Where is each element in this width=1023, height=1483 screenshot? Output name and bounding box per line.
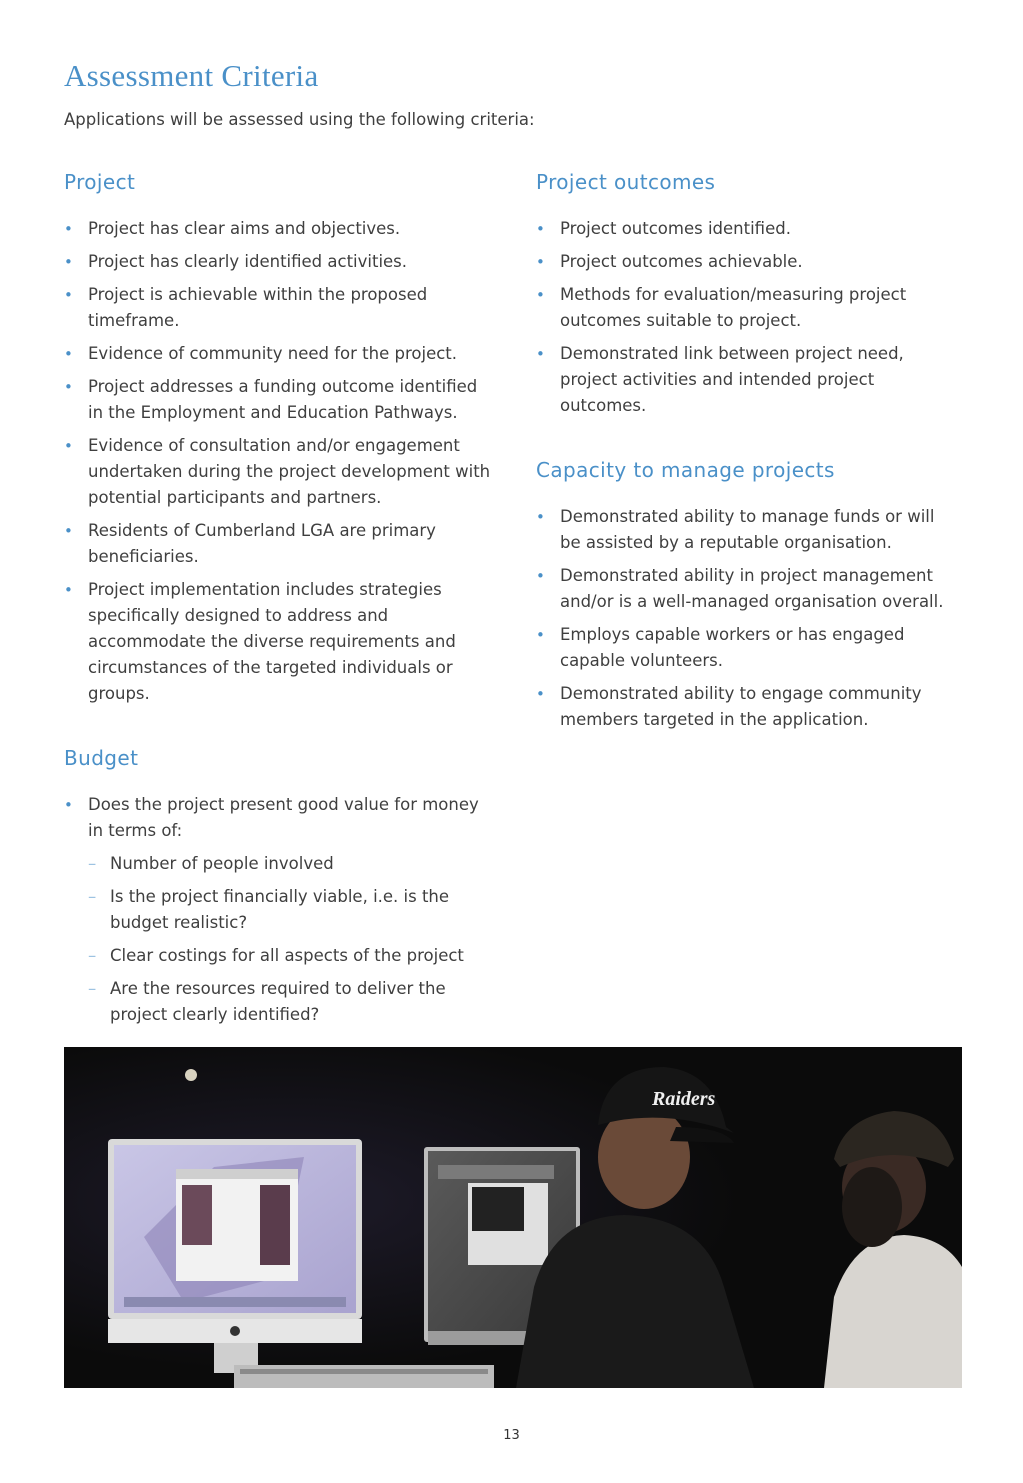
- page-number: 13: [503, 1428, 520, 1443]
- photo-students-at-computers: [64, 1047, 962, 1388]
- outcomes-criteria-list: [536, 216, 956, 419]
- list-item: • Residents of Cumberland LGA are primary beneficiaries.: [64, 518, 494, 570]
- list-item: [64, 792, 494, 1028]
- list-item: • Demonstrated link between project need, project activities and intended project outcomes.: [536, 341, 956, 419]
- project-heading: Project: [64, 170, 136, 194]
- list-item: • Project outcomes achievable.: [536, 249, 956, 275]
- capacity-heading: Capacity to manage projects: [536, 458, 835, 482]
- list-item: • Demonstrated ability to engage community members targeted in the application.: [536, 681, 956, 733]
- outcomes-section: [536, 170, 956, 419]
- sub-list-item: – Is the project financially viable, i.e. is the budget realistic?: [88, 884, 494, 936]
- list-item: • Methods for evaluation/measuring project outcomes suitable to project.: [536, 282, 956, 334]
- outcomes-heading: Project outcomes: [536, 170, 716, 194]
- project-section: [64, 170, 494, 707]
- cap-text: Raiders: [652, 1088, 716, 1110]
- budget-heading: Budget: [64, 746, 139, 770]
- list-item: • Project implementation includes strategies specifically designed to address and accommodate the diverse requirements and circumstances of the targeted individuals or groups.: [64, 577, 494, 707]
- list-item: • Demonstrated ability to manage funds or will be assisted by a reputable organisation.: [536, 504, 956, 556]
- lamp-icon: [185, 1069, 197, 1081]
- monitor-left: [108, 1139, 362, 1373]
- list-item: • Employs capable workers or has engaged capable volunteers.: [536, 622, 956, 674]
- budget-question: Does the project present good value for money in terms of:: [88, 795, 479, 840]
- sub-list-item: – Clear costings for all aspects of the project: [88, 943, 494, 969]
- list-item: • Project has clearly identified activities.: [64, 249, 494, 275]
- sub-list-item: – Are the resources required to deliver the project clearly identified?: [88, 976, 494, 1028]
- sub-list-item: – Number of people involved: [88, 851, 494, 877]
- list-item: • Project is achievable within the proposed timeframe.: [64, 282, 494, 334]
- page-title: Assessment Criteria: [64, 58, 319, 93]
- capacity-section: [536, 458, 956, 733]
- budget-section: [64, 746, 494, 1028]
- capacity-criteria-list: [536, 504, 956, 733]
- keyboard: [234, 1365, 494, 1388]
- list-item: • Project addresses a funding outcome identified in the Employment and Education Pathways.: [64, 374, 494, 426]
- budget-criteria-list: [64, 792, 494, 1028]
- list-item: • Evidence of consultation and/or engagement undertaken during the project development with potential participants and partners.: [64, 433, 494, 511]
- list-item: • Project has clear aims and objectives.: [64, 216, 494, 242]
- list-item: • Project outcomes identified.: [536, 216, 956, 242]
- project-criteria-list: [64, 216, 494, 707]
- left-column: [64, 170, 494, 1035]
- list-item: • Evidence of community need for the project.: [64, 341, 494, 367]
- list-item: • Demonstrated ability in project management and/or is a well-managed organisation overall.: [536, 563, 956, 615]
- intro-text: Applications will be assessed using the following criteria:: [64, 110, 535, 129]
- right-column: [536, 170, 956, 740]
- budget-sub-list: [88, 851, 494, 1028]
